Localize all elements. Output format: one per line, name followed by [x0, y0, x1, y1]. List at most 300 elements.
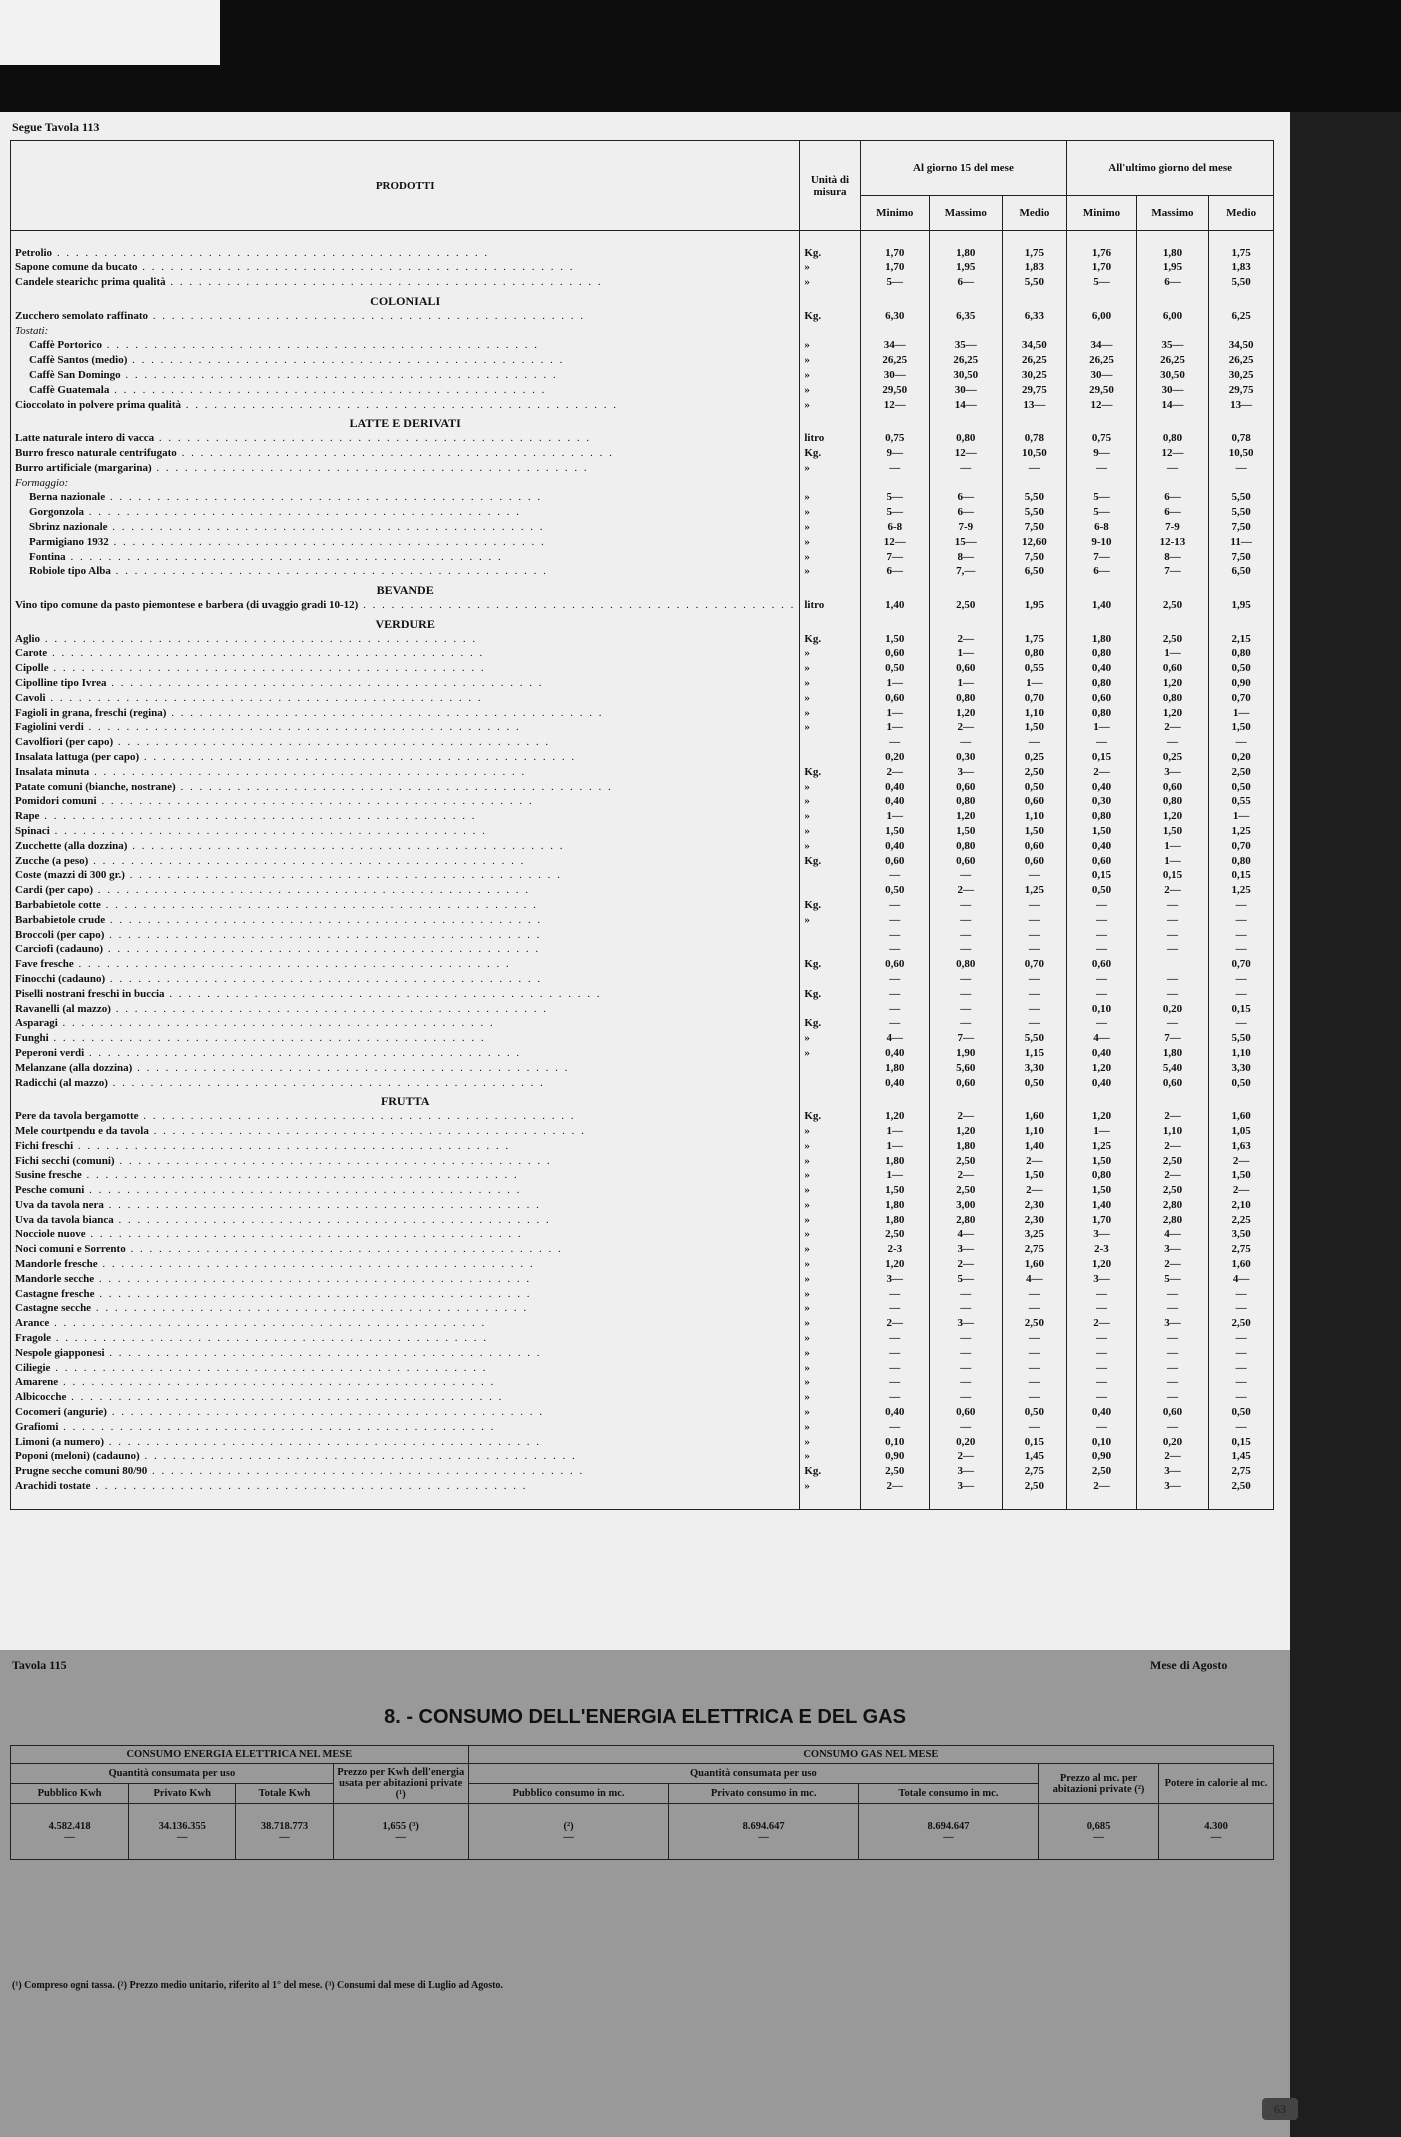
value-cell: 30— — [860, 368, 929, 383]
unit-cell: Kg. — [800, 446, 860, 461]
value-cell: — — [1136, 1361, 1209, 1376]
leader-dots: . . . . . . . . . . . . . . . . . . . . . . . . . . . . . . . . . . . . . . . . . . . . . . — [58, 1420, 496, 1433]
value-cell: 12— — [860, 398, 929, 413]
unit-cell: » — [800, 1435, 860, 1450]
value-cell: 6— — [860, 565, 929, 580]
value-cell: 7-9 — [1136, 520, 1209, 535]
unit-cell: » — [800, 550, 860, 565]
product-name — [11, 398, 800, 413]
value-cell: 7,50 — [1002, 550, 1067, 565]
product-row — [11, 1198, 1274, 1213]
value-cell: 0,15 — [1209, 868, 1274, 883]
value-cell: — — [1067, 1016, 1136, 1031]
value-cell: 0,90 — [1209, 676, 1274, 691]
col-unita: Unità di misura — [800, 141, 860, 231]
value-cell: 1,80 — [860, 1213, 929, 1228]
unit-cell: Kg. — [800, 309, 860, 324]
product-row — [11, 854, 1274, 869]
value-cell: 1,80 — [930, 246, 1003, 261]
value-cell: — — [1209, 987, 1274, 1002]
section-row — [11, 613, 1274, 632]
value-cell: 0,40 — [860, 1405, 929, 1420]
value-cell: 3— — [1136, 765, 1209, 780]
value-cell: — — [930, 1331, 1003, 1346]
value-cell: 0,50 — [860, 883, 929, 898]
value-cell: — — [1002, 987, 1067, 1002]
product-name — [11, 1272, 800, 1287]
product-row — [11, 706, 1274, 721]
value-cell: 2,50 — [860, 1228, 929, 1243]
col-min-15: Minimo — [860, 196, 929, 231]
h-gas: CONSUMO GAS NEL MESE — [468, 1746, 1273, 1764]
value-cell: 1,50 — [1002, 824, 1067, 839]
value-cell: 1— — [1136, 854, 1209, 869]
value-cell: 2,75 — [1002, 1242, 1067, 1257]
value-cell: 2,50 — [1136, 1154, 1209, 1169]
product-row — [11, 1464, 1274, 1479]
value-cell: 12— — [1136, 446, 1209, 461]
value-cell — [1067, 413, 1136, 432]
value-cell: 0,20 — [1209, 750, 1274, 765]
value-cell: 0,40 — [1067, 1405, 1136, 1420]
h-quant-energia: Quantità consumata per uso — [11, 1764, 334, 1784]
product-row — [11, 987, 1274, 1002]
value-cell: — — [1136, 735, 1209, 750]
product-label: Mandorle secche — [15, 1272, 95, 1285]
value-cell: — — [1002, 898, 1067, 913]
unit-cell — [800, 579, 860, 598]
product-name — [11, 898, 800, 913]
value-cell: 2— — [1209, 1154, 1274, 1169]
value-cell: 10,50 — [1209, 446, 1274, 461]
unit-cell — [800, 735, 860, 750]
value-cell: — — [860, 928, 929, 943]
value-cell: — — [1209, 1287, 1274, 1302]
leader-dots: . . . . . . . . . . . . . . . . . . . . . . . . . . . . . . . . . . . . . . . . . . . . . . — [148, 309, 585, 322]
unit-cell: Kg. — [800, 1016, 860, 1031]
value-cell: 1,20 — [1136, 809, 1209, 824]
product-row — [11, 1361, 1274, 1376]
value-cell: 1,60 — [1209, 1109, 1274, 1124]
value-cell: 4— — [1136, 1228, 1209, 1243]
unit-cell: » — [800, 1361, 860, 1376]
value-cell: 0,55 — [1002, 661, 1067, 676]
product-row — [11, 275, 1274, 290]
product-label: Fichi freschi — [15, 1139, 74, 1152]
product-label: Berna nazionale — [29, 491, 106, 504]
value-cell: 0,80 — [1067, 647, 1136, 662]
product-name — [11, 1316, 800, 1331]
value-cell: 1,50 — [1067, 824, 1136, 839]
value-cell: 8— — [930, 550, 1003, 565]
value-cell: 2— — [1002, 1154, 1067, 1169]
value-cell: 30— — [930, 383, 1003, 398]
product-label: Fagiolini verdi — [15, 721, 84, 734]
value-cell: — — [1067, 972, 1136, 987]
product-row — [11, 780, 1274, 795]
value-cell: 3— — [1067, 1272, 1136, 1287]
value-cell: 1,50 — [1209, 1168, 1274, 1183]
leader-dots: . . . . . . . . . . . . . . . . . . . . . . . . . . . . . . . . . . . . . . . . . . . . . . — [113, 736, 551, 749]
value-cell: — — [1136, 1016, 1209, 1031]
leader-dots: . . . . . . . . . . . . . . . . . . . . . . . . . . . . . . . . . . . . . . . . . . . . . . — [84, 1046, 522, 1059]
product-row — [11, 339, 1274, 354]
leader-dots: . . . . . . . . . . . . . . . . . . . . . . . . . . . . . . . . . . . . . . . . . . . . . . — [52, 246, 490, 259]
value-cell: 0,80 — [1067, 676, 1136, 691]
value-cell: 1,70 — [1067, 261, 1136, 276]
product-label: Caffè Guatemala — [29, 383, 110, 396]
unit-cell: Kg. — [800, 854, 860, 869]
value-cell: — — [1002, 461, 1067, 476]
product-row — [11, 246, 1274, 261]
product-name — [11, 913, 800, 928]
section-row — [11, 413, 1274, 432]
value-cell: 1— — [1209, 809, 1274, 824]
value-cell: 0,80 — [930, 691, 1003, 706]
product-row — [11, 676, 1274, 691]
product-name — [11, 1198, 800, 1213]
value-cell: — — [1209, 942, 1274, 957]
product-label: Rape — [15, 810, 40, 823]
value-cell — [1002, 1090, 1067, 1109]
v-pub-mc: (²) — — [468, 1804, 669, 1860]
value-cell — [1067, 1090, 1136, 1109]
value-cell — [930, 476, 1003, 491]
value-cell: 0,78 — [1209, 431, 1274, 446]
unit-cell — [800, 290, 860, 309]
unit-cell: » — [800, 780, 860, 795]
value-cell: 2,50 — [930, 598, 1003, 613]
value-cell: 0,70 — [1002, 691, 1067, 706]
value-cell: — — [930, 928, 1003, 943]
product-row — [11, 1183, 1274, 1198]
product-name — [11, 1346, 800, 1361]
product-name — [11, 491, 800, 506]
unit-cell: » — [800, 824, 860, 839]
value-cell: 1,80 — [860, 1198, 929, 1213]
unit-cell: » — [800, 1405, 860, 1420]
value-cell: 2— — [930, 1109, 1003, 1124]
product-name — [11, 972, 800, 987]
value-cell — [1209, 1090, 1274, 1109]
unit-cell — [800, 883, 860, 898]
product-name — [11, 794, 800, 809]
unit-cell: » — [800, 261, 860, 276]
unit-cell: Kg. — [800, 1109, 860, 1124]
value-cell: — — [1067, 1376, 1136, 1391]
leader-dots: . . . . . . . . . . . . . . . . . . . . . . . . . . . . . . . . . . . . . . . . . . . . . . — [138, 1110, 576, 1123]
product-row — [11, 261, 1274, 276]
value-cell: — — [860, 913, 929, 928]
value-cell: 7— — [1136, 565, 1209, 580]
value-cell: — — [1067, 987, 1136, 1002]
value-cell: 0,50 — [1002, 780, 1067, 795]
product-name — [11, 1124, 800, 1139]
product-label: Noci comuni e Sorrento — [15, 1243, 126, 1256]
value-cell: — — [1209, 1016, 1274, 1031]
value-cell: 3,50 — [1209, 1228, 1274, 1243]
value-cell: — — [930, 1390, 1003, 1405]
value-cell: 3— — [930, 1316, 1003, 1331]
leader-dots: . . . . . . . . . . . . . . . . . . . . . . . . . . . . . . . . . . . . . . . . . . . . . . — [105, 972, 543, 985]
product-row — [11, 1435, 1274, 1450]
value-cell: 7,50 — [1209, 520, 1274, 535]
unit-cell: » — [800, 1376, 860, 1391]
value-cell: 1,40 — [1067, 598, 1136, 613]
v-pub-kwh: 4.582.418 — — [11, 1804, 129, 1860]
value-cell: 0,20 — [1136, 1435, 1209, 1450]
value-cell: 5— — [1136, 1272, 1209, 1287]
value-cell: 35— — [1136, 339, 1209, 354]
leader-dots: . . . . . . . . . . . . . . . . . . . . . . . . . . . . . . . . . . . . . . . . . . . . . . — [45, 691, 483, 704]
value-cell: 2,50 — [1136, 1183, 1209, 1198]
h-energia: CONSUMO ENERGIA ELETTRICA NEL MESE — [11, 1746, 469, 1764]
product-row — [11, 368, 1274, 383]
product-name — [11, 1302, 800, 1317]
value-cell: 0,50 — [1002, 1076, 1067, 1091]
product-name — [11, 706, 800, 721]
value-cell — [1067, 476, 1136, 491]
product-label: Zucchero semolato raffinato — [15, 309, 148, 322]
product-label: Poponi (meloni) (cadauno) — [15, 1450, 140, 1463]
product-label: Mele courtpendu e da tavola — [15, 1124, 149, 1137]
value-cell: — — [860, 1361, 929, 1376]
value-cell: 2,15 — [1209, 632, 1274, 647]
product-row — [11, 1331, 1274, 1346]
value-cell: 2,50 — [1209, 1316, 1274, 1331]
value-cell: — — [1209, 972, 1274, 987]
value-cell: — — [1209, 1361, 1274, 1376]
product-name — [11, 1031, 800, 1046]
value-cell: 5— — [1067, 275, 1136, 290]
value-cell: 1,70 — [860, 246, 929, 261]
h-tot-mc: Totale consumo in mc. — [858, 1784, 1038, 1804]
value-cell — [930, 324, 1003, 339]
value-cell: 2,80 — [1136, 1198, 1209, 1213]
leader-dots: . . . . . . . . . . . . . . . . . . . . . . . . . . . . . . . . . . . . . . . . . . . . . . — [165, 276, 603, 289]
value-cell: 0,75 — [1067, 431, 1136, 446]
value-cell: 2,30 — [1002, 1198, 1067, 1213]
value-cell: 1,10 — [1002, 809, 1067, 824]
product-label: Prugne secche comuni 80/90 — [15, 1465, 148, 1478]
leader-dots: . . . . . . . . . . . . . . . . . . . . . . . . . . . . . . . . . . . . . . . . . . . . . . — [125, 1243, 563, 1256]
value-cell: — — [930, 898, 1003, 913]
unit-cell: » — [800, 461, 860, 476]
unit-cell — [800, 613, 860, 632]
product-name — [11, 1002, 800, 1017]
value-cell: — — [1067, 1361, 1136, 1376]
unit-cell: » — [800, 505, 860, 520]
value-cell: — — [930, 461, 1003, 476]
value-cell: 2,50 — [930, 1183, 1003, 1198]
value-cell: — — [1209, 928, 1274, 943]
unit-cell: » — [800, 647, 860, 662]
product-label: Cavoli — [15, 691, 46, 704]
col-med-ult: Medio — [1209, 196, 1274, 231]
product-label: Caffè Santos (medio) — [29, 354, 128, 367]
value-cell: 0,60 — [1067, 691, 1136, 706]
value-cell: 3,00 — [930, 1198, 1003, 1213]
value-cell — [1136, 324, 1209, 339]
value-cell: 1,45 — [1002, 1450, 1067, 1465]
product-row — [11, 353, 1274, 368]
value-cell: 3— — [930, 1242, 1003, 1257]
value-cell: 1,80 — [1067, 632, 1136, 647]
value-cell: 1,80 — [1136, 246, 1209, 261]
product-label: Nespole giapponesi — [15, 1346, 105, 1359]
value-cell: — — [1209, 1376, 1274, 1391]
value-cell: 2— — [1136, 883, 1209, 898]
unit-cell: » — [800, 1154, 860, 1169]
value-cell — [1209, 476, 1274, 491]
value-cell: 0,60 — [1067, 854, 1136, 869]
product-name — [11, 1450, 800, 1465]
unit-cell: Kg. — [800, 246, 860, 261]
value-cell — [860, 290, 929, 309]
leader-dots: . . . . . . . . . . . . . . . . . . . . . . . . . . . . . . . . . . . . . . . . . . . . . . — [110, 565, 548, 578]
product-name — [11, 1376, 800, 1391]
product-name — [11, 854, 800, 869]
value-cell: 2— — [1067, 765, 1136, 780]
value-cell: 0,60 — [860, 854, 929, 869]
value-cell: 5,50 — [1002, 491, 1067, 506]
value-cell: 1,63 — [1209, 1139, 1274, 1154]
value-cell: 1,25 — [1002, 883, 1067, 898]
value-cell: 1— — [1002, 676, 1067, 691]
value-cell: 7— — [860, 550, 929, 565]
product-row — [11, 750, 1274, 765]
leader-dots: . . . . . . . . . . . . . . . . . . . . . . . . . . . . . . . . . . . . . . . . . . . . . . — [97, 1258, 535, 1271]
leader-dots: . . . . . . . . . . . . . . . . . . . . . . . . . . . . . . . . . . . . . . . . . . . . . . — [51, 1332, 489, 1345]
value-cell: 0,60 — [860, 691, 929, 706]
product-label: Tostati: — [15, 324, 49, 337]
leader-dots: . . . . . . . . . . . . . . . . . . . . . . . . . . . . . . . . . . . . . . . . . . . . . . — [65, 550, 503, 563]
product-label: Carote — [15, 647, 48, 660]
leader-dots: . . . . . . . . . . . . . . . . . . . . . . . . . . . . . . . . . . . . . . . . . . . . . . — [113, 1213, 551, 1226]
unit-cell — [800, 476, 860, 491]
value-cell: 0,60 — [930, 1405, 1003, 1420]
product-row — [11, 535, 1274, 550]
value-cell: — — [1002, 1002, 1067, 1017]
unit-cell: » — [800, 491, 860, 506]
value-cell: 1,10 — [1136, 1124, 1209, 1139]
value-cell: 5,50 — [1209, 491, 1274, 506]
product-name — [11, 413, 800, 432]
value-cell: 1,50 — [930, 824, 1003, 839]
value-cell: 2,30 — [1002, 1213, 1067, 1228]
value-cell: 34,50 — [1002, 339, 1067, 354]
v-prezzo-mc: 0,685 — — [1039, 1804, 1159, 1860]
product-label: Ciliegie — [15, 1361, 51, 1374]
product-name — [11, 676, 800, 691]
leader-dots: . . . . . . . . . . . . . . . . . . . . . . . . . . . . . . . . . . . . . . . . . . . . . . — [88, 854, 526, 867]
col-med-15: Medio — [1002, 196, 1067, 231]
value-cell: — — [1067, 942, 1136, 957]
value-cell: 0,50 — [860, 661, 929, 676]
value-cell — [1136, 613, 1209, 632]
value-cell: 0,80 — [1136, 794, 1209, 809]
value-cell: 0,60 — [1067, 957, 1136, 972]
value-cell: 2— — [860, 1316, 929, 1331]
product-row — [11, 765, 1274, 780]
value-cell — [930, 613, 1003, 632]
product-row — [11, 1154, 1274, 1169]
product-label: Castagne secche — [15, 1302, 92, 1315]
value-cell: 1,83 — [1209, 261, 1274, 276]
product-label: Grafiomi — [15, 1420, 59, 1433]
product-row — [11, 972, 1274, 987]
product-name — [11, 928, 800, 943]
unit-cell: » — [800, 398, 860, 413]
product-name — [11, 353, 800, 368]
value-cell: 26,25 — [1209, 353, 1274, 368]
unit-cell — [800, 972, 860, 987]
value-cell: 6,33 — [1002, 309, 1067, 324]
value-cell: 1,60 — [1209, 1257, 1274, 1272]
v-potere: 4.300 — — [1159, 1804, 1274, 1860]
value-cell: — — [1136, 1302, 1209, 1317]
product-name — [11, 1405, 800, 1420]
value-cell: 4— — [860, 1031, 929, 1046]
value-cell: 29,75 — [1209, 383, 1274, 398]
product-row — [11, 1124, 1274, 1139]
product-label: Patate comuni (bianche, nostrane) — [15, 780, 176, 793]
value-cell: 29,50 — [860, 383, 929, 398]
value-cell: — — [1067, 461, 1136, 476]
product-name — [11, 957, 800, 972]
value-cell: 2— — [930, 721, 1003, 736]
unit-cell: » — [800, 1346, 860, 1361]
product-name — [11, 550, 800, 565]
value-cell: 1,20 — [1067, 1257, 1136, 1272]
product-name — [11, 661, 800, 676]
value-cell: 1,10 — [1209, 1046, 1274, 1061]
value-cell: 0,70 — [1209, 691, 1274, 706]
value-cell: 3— — [930, 1464, 1003, 1479]
product-name — [11, 868, 800, 883]
value-cell: 0,50 — [1209, 780, 1274, 795]
unit-cell: » — [800, 520, 860, 535]
leader-dots: . . . . . . . . . . . . . . . . . . . . . . . . . . . . . . . . . . . . . . . . . . . . . . — [108, 535, 546, 548]
product-label: Limoni (a numero) — [15, 1435, 105, 1448]
product-label: Burro fresco naturale centrifugato — [15, 447, 177, 460]
value-cell — [1002, 324, 1067, 339]
value-cell: 1,76 — [1067, 246, 1136, 261]
value-cell: — — [930, 1002, 1003, 1017]
value-cell: 2,80 — [930, 1213, 1003, 1228]
value-cell: 2— — [1067, 1479, 1136, 1494]
value-cell: — — [860, 1420, 929, 1435]
value-cell: 1,50 — [860, 632, 929, 647]
value-cell: 2— — [930, 632, 1003, 647]
value-cell: 26,25 — [1067, 353, 1136, 368]
value-cell: 2— — [930, 1450, 1003, 1465]
value-cell: 1— — [1136, 647, 1209, 662]
product-name — [11, 1361, 800, 1376]
product-row — [11, 632, 1274, 647]
value-cell: — — [1002, 1016, 1067, 1031]
product-row — [11, 1390, 1274, 1405]
leader-dots: . . . . . . . . . . . . . . . . . . . . . . . . . . . . . . . . . . . . . . . . . . . . . . — [84, 1184, 522, 1197]
value-cell: 6-8 — [1067, 520, 1136, 535]
value-cell: 1,45 — [1209, 1450, 1274, 1465]
leader-dots: . . . . . . . . . . . . . . . . . . . . . . . . . . . . . . . . . . . . . . . . . . . . . . — [73, 958, 511, 971]
value-cell: — — [1067, 928, 1136, 943]
value-cell: 6— — [1136, 505, 1209, 520]
product-label: Insalata lattuga (per capo) — [15, 750, 140, 763]
value-cell: — — [930, 1302, 1003, 1317]
value-cell: 0,80 — [930, 431, 1003, 446]
